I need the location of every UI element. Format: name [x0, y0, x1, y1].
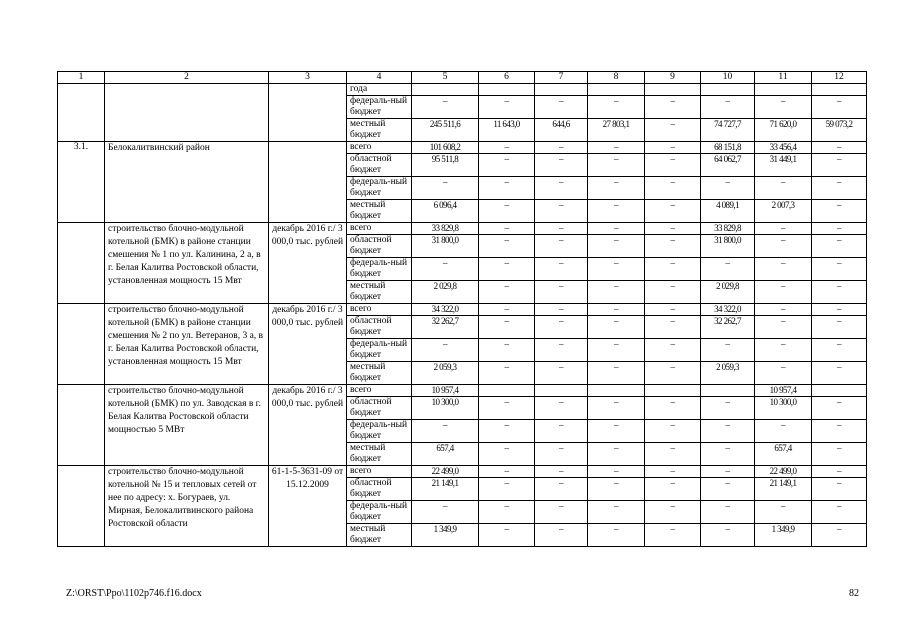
value-cell: 10 300,0: [755, 397, 812, 420]
object-description: строительство блочно-модульной котельной (БМК) по ул. Заводская в г. Белая Калитва Ростовской области мощностью 5 МВт: [105, 385, 269, 466]
value-cell: 74 727,7: [701, 119, 755, 142]
header-row: [58, 72, 867, 84]
value-cell: –: [812, 177, 867, 200]
description: [105, 84, 269, 142]
table-row: [58, 84, 867, 96]
value-cell: 64 062,7: [701, 154, 755, 177]
funding-source: областной бюджет: [347, 397, 412, 420]
value-cell: –: [479, 501, 535, 524]
value-cell: –: [645, 119, 701, 142]
value-cell: 33 829,8: [412, 223, 479, 235]
value-cell: –: [479, 316, 535, 339]
value-cell: –: [535, 96, 588, 119]
funding-source: местный бюджет: [347, 281, 412, 304]
section-number: [58, 223, 105, 304]
value-cell: –: [588, 177, 645, 200]
value-cell: –: [812, 524, 867, 547]
value-cell: 657,4: [412, 443, 479, 466]
value-cell: –: [755, 304, 812, 316]
value-cell: –: [479, 154, 535, 177]
value-cell: –: [412, 96, 479, 119]
funding-source: федераль-ный бюджет: [347, 96, 412, 119]
value-cell: –: [812, 281, 867, 304]
value-cell: 644,6: [535, 119, 588, 142]
value-cell: –: [645, 362, 701, 385]
table-row: [58, 466, 867, 478]
value-cell: –: [535, 524, 588, 547]
funding-source: местный бюджет: [347, 362, 412, 385]
value-cell: –: [535, 443, 588, 466]
value-cell: 34 322,0: [701, 304, 755, 316]
value-cell: [412, 84, 479, 96]
value-cell: –: [645, 258, 701, 281]
value-cell: [812, 385, 867, 397]
funding-source: федераль-ный бюджет: [347, 501, 412, 524]
value-cell: –: [701, 96, 755, 119]
table-row: [58, 304, 867, 316]
funding-source: федераль-ный бюджет: [347, 177, 412, 200]
funding-source: всего: [347, 223, 412, 235]
section-number: [58, 304, 105, 385]
value-cell: –: [479, 524, 535, 547]
value-cell: 4 089,1: [701, 200, 755, 223]
section-number: 3.1.: [58, 142, 105, 223]
value-cell: –: [755, 177, 812, 200]
value-cell: [701, 84, 755, 96]
value-cell: 21 149,1: [412, 478, 479, 501]
value-cell: 2 059,3: [701, 362, 755, 385]
value-cell: –: [588, 96, 645, 119]
value-cell: –: [645, 223, 701, 235]
deadline-cost: 61-1-5-3631-09 от 15.12.2009: [269, 466, 347, 547]
object-description: строительство блочно-модульной котельной № 15 и тепловых сетей от нее по адресу: х. Богураев, ул. Мирная, Белокалитвинского района Ростовской области: [105, 466, 269, 547]
value-cell: [479, 84, 535, 96]
value-cell: –: [412, 501, 479, 524]
column-number: 10: [701, 72, 755, 84]
value-cell: –: [479, 235, 535, 258]
value-cell: –: [645, 339, 701, 362]
value-cell: –: [645, 466, 701, 478]
value-cell: 31 800,0: [701, 235, 755, 258]
value-cell: –: [412, 339, 479, 362]
value-cell: –: [479, 223, 535, 235]
deadline-cost: декабрь 2016 г./ 3 000,0 тыс. рублей: [269, 223, 347, 304]
column-number: 5: [412, 72, 479, 84]
value-cell: –: [645, 177, 701, 200]
value-cell: –: [755, 339, 812, 362]
value-cell: –: [535, 258, 588, 281]
budget-table: [57, 71, 867, 547]
value-cell: [479, 385, 535, 397]
value-cell: –: [588, 443, 645, 466]
value-cell: 71 620,0: [755, 119, 812, 142]
value-cell: –: [588, 501, 645, 524]
table-row: [58, 385, 867, 397]
value-cell: –: [479, 200, 535, 223]
value-cell: –: [479, 339, 535, 362]
value-cell: 32 262,7: [701, 316, 755, 339]
value-cell: –: [755, 501, 812, 524]
value-cell: –: [645, 200, 701, 223]
value-cell: 32 262,7: [412, 316, 479, 339]
value-cell: –: [812, 235, 867, 258]
value-cell: –: [701, 501, 755, 524]
value-cell: 2 029,8: [701, 281, 755, 304]
value-cell: –: [645, 420, 701, 443]
column-number: 3: [269, 72, 347, 84]
value-cell: –: [479, 420, 535, 443]
funding-source: федераль-ный бюджет: [347, 339, 412, 362]
value-cell: 10 957,4: [412, 385, 479, 397]
value-cell: –: [812, 223, 867, 235]
table-row: [58, 142, 867, 154]
value-cell: –: [701, 420, 755, 443]
object-description: строительство блочно-модульной котельной (БМК) в районе станции смешения № 1 по ул. Калинина, 2 а, в г. Белая Калитва Ростовской области, установленная мощность 15 Мвт: [105, 223, 269, 304]
section-number: [58, 466, 105, 547]
value-cell: 34 322,0: [412, 304, 479, 316]
value-cell: –: [645, 96, 701, 119]
funding-source: местный бюджет: [347, 119, 412, 142]
funding-source: всего: [347, 385, 412, 397]
funding-source: всего: [347, 466, 412, 478]
value-cell: –: [588, 362, 645, 385]
value-cell: 101 608,2: [412, 142, 479, 154]
value-cell: –: [535, 200, 588, 223]
funding-source: местный бюджет: [347, 200, 412, 223]
value-cell: –: [588, 142, 645, 154]
value-cell: –: [588, 154, 645, 177]
funding-source: областной бюджет: [347, 154, 412, 177]
value-cell: –: [479, 304, 535, 316]
value-cell: –: [479, 258, 535, 281]
value-cell: –: [755, 316, 812, 339]
value-cell: 21 149,1: [755, 478, 812, 501]
value-cell: –: [535, 281, 588, 304]
value-cell: –: [479, 142, 535, 154]
value-cell: –: [701, 524, 755, 547]
funding-source: федераль-ный бюджет: [347, 258, 412, 281]
funding-source: местный бюджет: [347, 524, 412, 547]
value-cell: –: [588, 339, 645, 362]
value-cell: 11 643,0: [479, 119, 535, 142]
value-cell: 2 029,8: [412, 281, 479, 304]
value-cell: –: [812, 443, 867, 466]
value-cell: –: [535, 223, 588, 235]
value-cell: –: [701, 478, 755, 501]
value-cell: [535, 84, 588, 96]
value-cell: –: [812, 96, 867, 119]
value-cell: –: [535, 466, 588, 478]
column-number: 11: [755, 72, 812, 84]
value-cell: –: [645, 524, 701, 547]
value-cell: –: [645, 397, 701, 420]
value-cell: –: [535, 478, 588, 501]
value-cell: –: [588, 478, 645, 501]
funding-source: федераль-ный бюджет: [347, 420, 412, 443]
deadline: [269, 84, 347, 142]
value-cell: –: [535, 235, 588, 258]
value-cell: –: [412, 177, 479, 200]
funding-source: местный бюджет: [347, 443, 412, 466]
value-cell: –: [535, 420, 588, 443]
object-description: строительство блочно-модульной котельной (БМК) в районе станции смешения № 2 по ул. Ветеранов, 3 а, в г. Белая Калитва Ростовской области, установленная мощность 15 Мвт: [105, 304, 269, 385]
value-cell: –: [479, 96, 535, 119]
value-cell: –: [588, 466, 645, 478]
value-cell: 657,4: [755, 443, 812, 466]
value-cell: –: [535, 142, 588, 154]
funding-source: областной бюджет: [347, 316, 412, 339]
value-cell: [812, 84, 867, 96]
value-cell: –: [588, 281, 645, 304]
value-cell: [588, 84, 645, 96]
column-number: 6: [479, 72, 535, 84]
value-cell: –: [645, 235, 701, 258]
value-cell: –: [812, 142, 867, 154]
value-cell: –: [479, 362, 535, 385]
value-cell: –: [588, 223, 645, 235]
column-number: 1: [58, 72, 105, 84]
deadline-cost: декабрь 2016 г./ 3 000,0 тыс. рублей: [269, 385, 347, 466]
value-cell: 27 803,1: [588, 119, 645, 142]
table-row: [58, 223, 867, 235]
value-cell: –: [645, 142, 701, 154]
value-cell: 68 151,8: [701, 142, 755, 154]
value-cell: [755, 84, 812, 96]
value-cell: –: [755, 420, 812, 443]
value-cell: –: [755, 235, 812, 258]
value-cell: –: [588, 524, 645, 547]
value-cell: –: [588, 200, 645, 223]
column-number: 4: [347, 72, 412, 84]
value-cell: 1 349,9: [412, 524, 479, 547]
value-cell: –: [412, 420, 479, 443]
value-cell: –: [479, 397, 535, 420]
funding-source: года: [347, 84, 412, 96]
value-cell: –: [812, 478, 867, 501]
column-number: 12: [812, 72, 867, 84]
value-cell: 245 511,6: [412, 119, 479, 142]
value-cell: –: [588, 258, 645, 281]
value-cell: –: [812, 420, 867, 443]
value-cell: 22 499,0: [755, 466, 812, 478]
value-cell: –: [812, 316, 867, 339]
value-cell: –: [479, 466, 535, 478]
value-cell: 22 499,0: [412, 466, 479, 478]
value-cell: –: [701, 339, 755, 362]
value-cell: –: [755, 281, 812, 304]
value-cell: –: [812, 154, 867, 177]
value-cell: –: [588, 420, 645, 443]
value-cell: [535, 385, 588, 397]
value-cell: 10 957,4: [755, 385, 812, 397]
value-cell: [645, 385, 701, 397]
object-description: Белокалитвинский район: [105, 142, 269, 223]
value-cell: –: [535, 177, 588, 200]
value-cell: –: [645, 304, 701, 316]
funding-source: областной бюджет: [347, 235, 412, 258]
value-cell: –: [812, 200, 867, 223]
value-cell: 33 829,8: [701, 223, 755, 235]
value-cell: –: [645, 443, 701, 466]
value-cell: –: [812, 339, 867, 362]
column-number: 8: [588, 72, 645, 84]
value-cell: –: [812, 397, 867, 420]
value-cell: –: [535, 362, 588, 385]
value-cell: –: [535, 397, 588, 420]
deadline-cost: декабрь 2016 г./ 3 000,0 тыс. рублей: [269, 304, 347, 385]
value-cell: –: [755, 362, 812, 385]
value-cell: 6 096,4: [412, 200, 479, 223]
funding-source: всего: [347, 304, 412, 316]
value-cell: 31 449,1: [755, 154, 812, 177]
value-cell: –: [701, 177, 755, 200]
value-cell: –: [412, 258, 479, 281]
value-cell: –: [479, 443, 535, 466]
value-cell: –: [479, 177, 535, 200]
value-cell: –: [479, 478, 535, 501]
value-cell: –: [645, 154, 701, 177]
value-cell: –: [588, 235, 645, 258]
footer-file-path: Z:\ORST\Ppo\1102p746.f16.docx: [66, 588, 202, 599]
value-cell: –: [812, 304, 867, 316]
value-cell: 2 059,3: [412, 362, 479, 385]
deadline-cost: [269, 142, 347, 223]
value-cell: –: [588, 397, 645, 420]
value-cell: –: [701, 466, 755, 478]
row-number: [58, 84, 105, 142]
funding-source: всего: [347, 142, 412, 154]
value-cell: 1 349,9: [755, 524, 812, 547]
value-cell: 33 456,4: [755, 142, 812, 154]
column-number: 9: [645, 72, 701, 84]
value-cell: [701, 385, 755, 397]
column-number: 7: [535, 72, 588, 84]
value-cell: –: [755, 223, 812, 235]
value-cell: –: [535, 154, 588, 177]
value-cell: –: [588, 316, 645, 339]
column-number: 2: [105, 72, 269, 84]
value-cell: –: [701, 397, 755, 420]
value-cell: 59 073,2: [812, 119, 867, 142]
value-cell: 2 007,3: [755, 200, 812, 223]
value-cell: –: [645, 316, 701, 339]
value-cell: –: [645, 281, 701, 304]
value-cell: –: [812, 258, 867, 281]
value-cell: –: [755, 258, 812, 281]
value-cell: –: [479, 281, 535, 304]
funding-source: областной бюджет: [347, 478, 412, 501]
value-cell: –: [645, 478, 701, 501]
value-cell: –: [701, 258, 755, 281]
value-cell: –: [535, 339, 588, 362]
value-cell: [588, 385, 645, 397]
value-cell: –: [588, 304, 645, 316]
value-cell: 10 300,0: [412, 397, 479, 420]
value-cell: –: [701, 443, 755, 466]
value-cell: –: [535, 316, 588, 339]
page-number: 82: [849, 588, 859, 599]
value-cell: –: [535, 304, 588, 316]
value-cell: –: [812, 466, 867, 478]
value-cell: [645, 84, 701, 96]
value-cell: 31 800,0: [412, 235, 479, 258]
value-cell: 95 511,8: [412, 154, 479, 177]
value-cell: –: [535, 501, 588, 524]
value-cell: –: [812, 362, 867, 385]
value-cell: –: [812, 501, 867, 524]
value-cell: –: [755, 96, 812, 119]
value-cell: –: [645, 501, 701, 524]
section-number: [58, 385, 105, 466]
